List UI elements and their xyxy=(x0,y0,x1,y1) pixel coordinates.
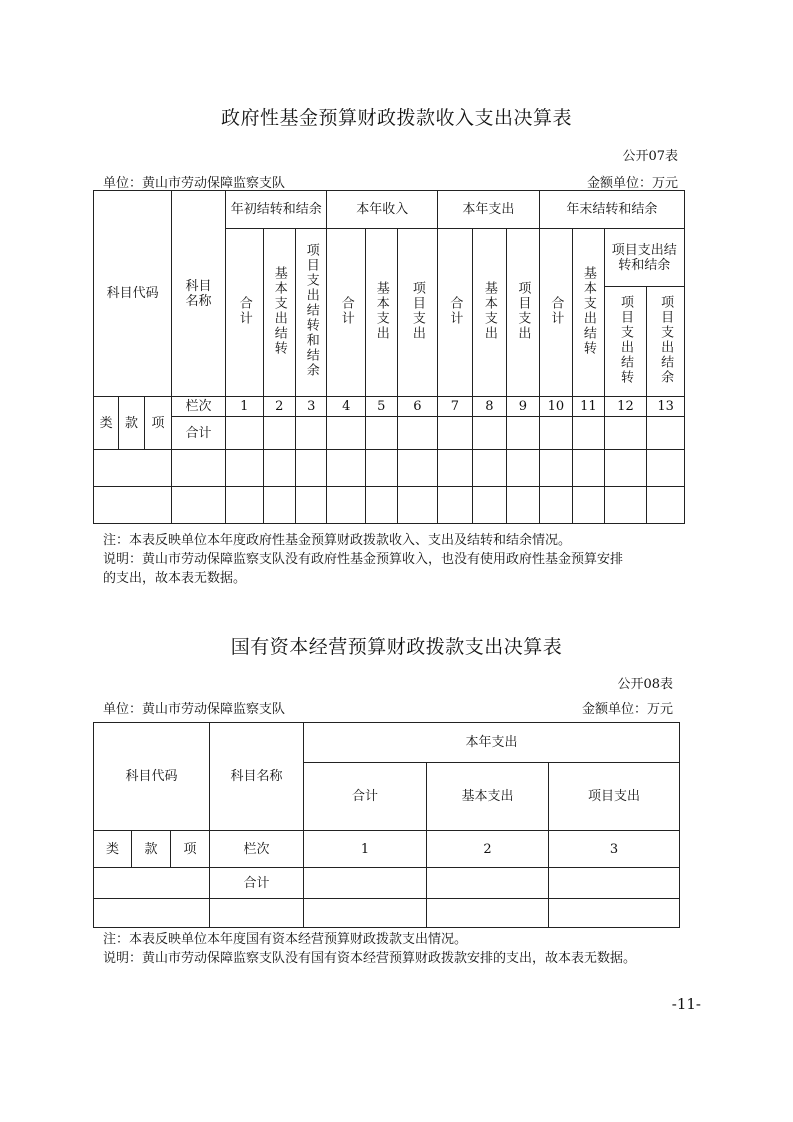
table-row xyxy=(94,487,685,524)
table1-note: 注：本表反映单位本年度政府性基金预算财政拨款收入、支出及结转和结余情况。 xyxy=(103,533,572,548)
col-num: 9 xyxy=(507,397,539,417)
col-num: 5 xyxy=(366,397,397,417)
header-income-total: 合计 xyxy=(327,229,366,397)
col-num: 10 xyxy=(539,397,573,417)
t2-col-num: 1 xyxy=(304,831,427,868)
header-end-basic: 基本支出结转 xyxy=(573,229,604,397)
table1-explain-line2: 的支出，故本表无数据。 xyxy=(103,571,247,586)
table2-note: 注：本表反映单位本年度国有资本经营预算财政拨款支出情况。 xyxy=(103,932,468,947)
t2-header-basic: 基本支出 xyxy=(427,763,549,831)
table2 xyxy=(93,722,680,928)
table-row xyxy=(94,450,685,487)
column-row-label: 栏次 xyxy=(172,397,226,417)
t2-column-row-label: 栏次 xyxy=(210,831,304,868)
header-end-balance: 年末结转和结余 xyxy=(539,191,684,229)
header-expense-basic: 基本支出 xyxy=(472,229,507,397)
header-begin-project: 项目支出结转和结余 xyxy=(296,229,327,397)
t2-col-num: 2 xyxy=(427,831,549,868)
table2-unit: 单位：黄山市劳动保障监察支队 xyxy=(103,702,286,717)
header-kuan: 款 xyxy=(119,397,144,450)
header-end-total: 合计 xyxy=(539,229,573,397)
t2-header-expense: 本年支出 xyxy=(304,723,680,763)
t2-col-num: 3 xyxy=(549,831,680,868)
page-number: -11- xyxy=(671,995,701,1013)
table1 xyxy=(93,190,685,524)
header-income-basic: 基本支出 xyxy=(366,229,397,397)
header-cat: 类 xyxy=(94,397,119,450)
t2-header-cat: 类 xyxy=(94,831,132,868)
t2-header-subject-code: 科目代码 xyxy=(94,723,210,831)
header-income-project: 项目支出 xyxy=(397,229,438,397)
col-num: 6 xyxy=(397,397,438,417)
t2-header-kuan: 款 xyxy=(132,831,171,868)
header-expense-total: 合计 xyxy=(438,229,473,397)
t2-header-subject-name: 科目名称 xyxy=(210,723,304,831)
header-expense: 本年支出 xyxy=(438,191,540,229)
col-num: 3 xyxy=(296,397,327,417)
table1-code: 公开07表 xyxy=(622,149,678,164)
table2-amount-unit: 金额单位：万元 xyxy=(581,702,673,717)
col-num: 2 xyxy=(263,397,295,417)
col-num: 7 xyxy=(438,397,473,417)
total-row-label: 合计 xyxy=(172,417,226,450)
col-num: 4 xyxy=(327,397,366,417)
table1-explain-line1: 说明：黄山市劳动保障监察支队没有政府性基金预算收入，也没有使用政府性基金预算安排 xyxy=(103,552,624,567)
table1-amount-unit: 金额单位：万元 xyxy=(586,176,678,191)
header-subject-code: 科目代码 xyxy=(94,191,172,397)
t2-header-project: 项目支出 xyxy=(549,763,680,831)
t2-header-total: 合计 xyxy=(304,763,427,831)
header-subject-name: 科目名称 xyxy=(172,191,226,397)
table1-title: 政府性基金预算财政拨款收入支出决算表 xyxy=(220,107,572,129)
col-num: 11 xyxy=(573,397,604,417)
col-num: 12 xyxy=(604,397,647,417)
header-xiang: 项 xyxy=(144,397,171,450)
table1-unit: 单位：黄山市劳动保障监察支队 xyxy=(103,176,286,191)
table2-code: 公开08表 xyxy=(617,677,673,692)
t2-header-xiang: 项 xyxy=(171,831,210,868)
header-end-project-carry: 项目支出结转 xyxy=(604,287,647,397)
header-begin-basic: 基本支出结转 xyxy=(263,229,295,397)
header-end-project-surplus: 项目支出结余 xyxy=(647,287,685,397)
header-end-project-group: 项目支出结转和结余 xyxy=(604,229,684,287)
header-expense-project: 项目支出 xyxy=(507,229,539,397)
table-row xyxy=(94,899,680,928)
col-num: 8 xyxy=(472,397,507,417)
col-num: 13 xyxy=(647,397,685,417)
header-income: 本年收入 xyxy=(327,191,438,229)
col-num: 1 xyxy=(225,397,263,417)
header-begin-total: 合计 xyxy=(225,229,263,397)
table2-explain: 说明：黄山市劳动保障监察支队没有国有资本经营预算财政拨款安排的支出，故本表无数据。 xyxy=(103,951,637,966)
header-begin-balance: 年初结转和结余 xyxy=(225,191,327,229)
t2-total-row-label: 合计 xyxy=(210,868,304,899)
table2-title: 国有资本经营预算财政拨款支出决算表 xyxy=(230,636,563,658)
